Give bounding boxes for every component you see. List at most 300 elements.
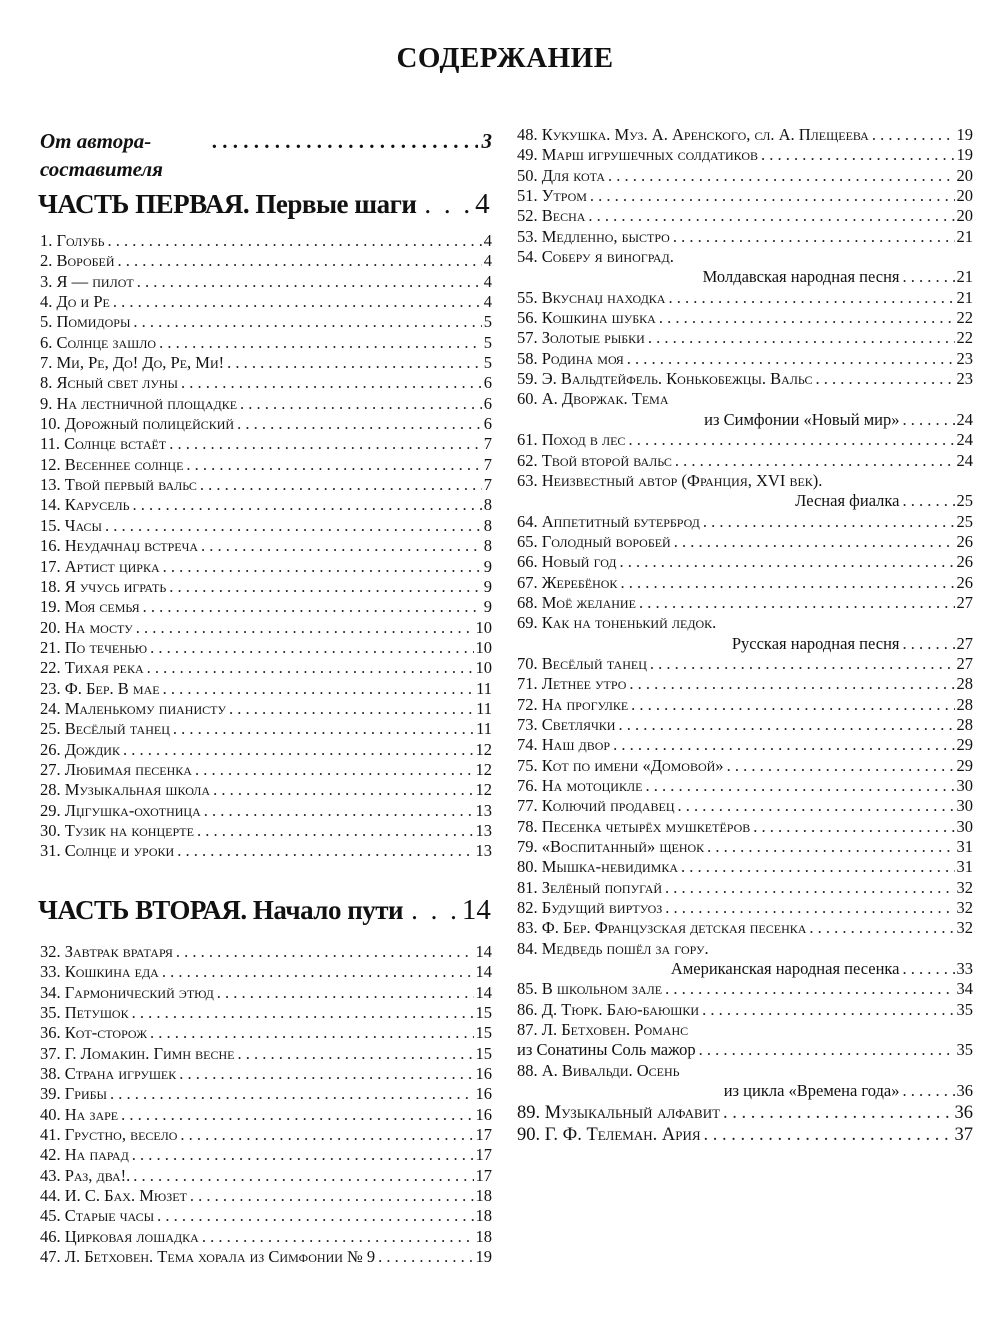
dot-leader [237, 414, 482, 434]
toc-entry[interactable] [40, 942, 492, 962]
page-number: 4 [483, 292, 492, 312]
dot-leader [645, 776, 954, 796]
toc-entry[interactable] [40, 1247, 492, 1267]
dot-leader [665, 878, 954, 898]
entry-title [40, 719, 170, 739]
entry-text: Г. Ф. Телеман. Ария [544, 1124, 701, 1145]
entry-title [517, 125, 869, 145]
toc-entry[interactable] [517, 715, 973, 735]
page-number: 5 [483, 332, 492, 352]
dot-leader [169, 434, 482, 454]
toc-entry[interactable] [517, 593, 973, 613]
entry-number: 11. [40, 434, 65, 454]
toc-entry[interactable] [517, 389, 973, 409]
toc-entry[interactable] [517, 1102, 973, 1124]
toc-entry[interactable] [40, 658, 492, 678]
entry-text: Я — пилот [56, 271, 134, 291]
entry-text: Голодный воробей [541, 531, 671, 551]
toc-entry[interactable] [517, 573, 973, 593]
toc-entry[interactable] [517, 328, 973, 348]
dot-leader [678, 796, 955, 816]
page-number: 11 [476, 719, 492, 739]
toc-entry-continuation[interactable] [517, 410, 973, 430]
page-number: 11 [476, 678, 492, 698]
toc-entry[interactable] [517, 186, 973, 206]
entry-text: Неизвестный автор (Франция, XVI век). [541, 470, 823, 490]
page-number: 21 [956, 287, 973, 307]
entry-title [40, 699, 226, 719]
entry-text: Грибы [64, 1084, 107, 1104]
entry-text: Родина моя [541, 348, 624, 368]
entry-text: Кукушка. Муз. А. Аренского, сл. А. Плещеева [541, 125, 869, 144]
toc-entry-intro[interactable] [40, 127, 492, 181]
entry-title [517, 1102, 720, 1124]
toc-entry[interactable] [517, 166, 973, 186]
page-number: 6 [483, 373, 492, 393]
toc-entry[interactable] [517, 979, 973, 999]
dot-leader [761, 145, 954, 165]
toc-entry[interactable] [517, 430, 973, 450]
entry-title [40, 312, 130, 332]
page-number: 26 [956, 531, 973, 551]
entry-number: 56. [517, 308, 542, 328]
entry-number: 24. [40, 698, 65, 718]
toc-entry[interactable] [517, 349, 973, 369]
toc-entry[interactable] [40, 557, 492, 577]
part-heading-1[interactable] [38, 187, 492, 221]
toc-entry[interactable] [40, 638, 492, 658]
dot-leader [169, 577, 481, 597]
dot-leader [703, 512, 955, 532]
toc-entry[interactable] [40, 1084, 492, 1104]
toc-entry[interactable] [517, 776, 973, 796]
toc-entry[interactable] [517, 817, 973, 837]
toc-list-right-column [517, 125, 973, 1146]
entry-title [40, 1064, 176, 1084]
toc-entry[interactable] [40, 1227, 492, 1247]
toc-entry[interactable] [517, 145, 973, 165]
entry-title [517, 674, 626, 694]
dot-leader [179, 1064, 473, 1084]
dot-leader [133, 495, 482, 515]
toc-entry[interactable] [517, 552, 973, 572]
entry-number: 30. [40, 820, 65, 840]
entry-text: Весёлый танец [64, 719, 170, 739]
entry-text: из Сонатины Соль мажор [517, 1040, 696, 1060]
dot-leader [665, 979, 954, 999]
entry-title [40, 1145, 129, 1165]
toc-entry[interactable] [517, 939, 973, 959]
toc-entry[interactable] [40, 780, 492, 800]
toc-entry[interactable] [40, 292, 492, 312]
page-number: 22 [956, 308, 973, 328]
toc-entry[interactable] [40, 577, 492, 597]
dot-leader [213, 780, 473, 800]
entry-title [40, 353, 224, 373]
page-number: 9 [483, 597, 492, 617]
toc-entry[interactable] [517, 1020, 973, 1040]
entry-number: 29. [40, 800, 65, 820]
dot-leader [378, 1247, 473, 1267]
toc-entry[interactable] [40, 475, 492, 495]
entry-text: Э. Вальдтейфель. Конькобежцы. Вальс [541, 369, 813, 389]
entry-number: 69. [517, 613, 542, 633]
entry-text: Грустно, весело [64, 1125, 178, 1145]
entry-number: 27. [40, 759, 65, 779]
entry-text: Цирковая лошадка [64, 1226, 199, 1246]
toc-entry[interactable] [40, 679, 492, 699]
toc-entry-continuation[interactable] [517, 1081, 973, 1101]
entry-title [517, 227, 670, 247]
entry-number: 2. [40, 251, 57, 271]
entry-number: 47. [40, 1247, 65, 1267]
toc-entry[interactable] [40, 312, 492, 332]
dot-leader [650, 654, 955, 674]
entry-number: 61. [517, 430, 542, 450]
entry-number: 21. [40, 637, 65, 657]
dot-leader [903, 1081, 955, 1101]
entry-number: 20. [40, 617, 65, 637]
dot-leader [619, 552, 954, 572]
entry-text: Ф. Бер. В мае [64, 678, 160, 698]
entry-number: 7. [40, 353, 57, 373]
entry-number: 53. [517, 226, 542, 246]
toc-entry[interactable] [40, 1023, 492, 1043]
toc-entry[interactable] [517, 308, 973, 328]
entry-text: Зелёный попугай [541, 877, 663, 897]
entry-text: Соберу я виноград. [541, 247, 674, 267]
toc-entry[interactable] [517, 796, 973, 816]
toc-entry[interactable] [517, 247, 973, 267]
toc-entry[interactable] [517, 837, 973, 857]
toc-entry-continuation[interactable] [517, 634, 973, 654]
entry-text: Колючий продавец [541, 796, 675, 816]
dot-leader [200, 475, 482, 495]
toc-entry[interactable] [40, 536, 492, 556]
toc-entry[interactable] [40, 962, 492, 982]
toc-entry[interactable] [40, 1064, 492, 1084]
toc-entry[interactable] [40, 414, 492, 434]
entry-text: Весёлый танец [541, 653, 647, 673]
entry-text: Ми, Ре, До! До, Ре, Ми! [56, 353, 225, 373]
entry-title [517, 796, 675, 816]
dot-leader [903, 634, 955, 654]
entry-text: Страна игрушек [64, 1064, 177, 1084]
toc-entry[interactable] [40, 1145, 492, 1165]
entry-text: Наш двор [541, 735, 611, 755]
toc-entry[interactable] [40, 1166, 492, 1186]
entry-title [40, 597, 140, 617]
dot-leader [132, 1003, 474, 1023]
entry-title [517, 878, 662, 898]
entry-title [517, 837, 704, 857]
toc-list-part-2 [40, 942, 492, 1268]
entry-title [40, 231, 105, 251]
entry-text: Лџгушка-охотница [64, 800, 201, 820]
dot-leader: . . . [424, 189, 474, 219]
entry-text: На лестничной площадке [56, 393, 238, 413]
entry-title [40, 740, 120, 760]
dot-leader [674, 532, 955, 552]
toc-entry[interactable] [40, 333, 492, 353]
entry-text: Дорожный полицейский [64, 414, 235, 434]
page-number: 34 [956, 979, 973, 999]
entry-number: 81. [517, 877, 542, 897]
dot-leader [227, 353, 482, 373]
entry-number: 82. [517, 898, 542, 918]
toc-entry[interactable] [40, 1044, 492, 1064]
dot-leader [157, 1206, 473, 1226]
toc-entry[interactable] [40, 516, 492, 536]
toc-entry[interactable] [517, 898, 973, 918]
entry-number: 34. [40, 982, 65, 1002]
entry-title [517, 308, 656, 328]
toc-entry[interactable] [40, 841, 492, 861]
entry-text: Летнее утро [541, 674, 627, 694]
entry-number: 3. [40, 271, 57, 291]
toc-entry[interactable] [517, 674, 973, 694]
toc-entry[interactable] [517, 369, 973, 389]
entry-number: 25. [40, 719, 65, 739]
entry-text: Весеннее солнце [64, 454, 184, 474]
entry-number: 35. [40, 1003, 65, 1023]
page-number: 5 [483, 312, 492, 332]
entry-text: «Воспитанный» щенок [541, 837, 705, 857]
toc-entry[interactable] [40, 1003, 492, 1023]
toc-entry[interactable] [40, 821, 492, 841]
entry-text: По теченью [64, 637, 148, 657]
entry-title [40, 618, 133, 638]
entry-number: 32. [40, 942, 65, 961]
entry-number: 72. [517, 694, 542, 714]
toc-entry[interactable] [40, 618, 492, 638]
entry-text: Для кота [541, 165, 606, 185]
entry-title [40, 983, 214, 1003]
page-number: 12 [475, 780, 492, 800]
dot-leader [181, 373, 482, 393]
dot-leader [872, 125, 955, 145]
toc-entry[interactable] [517, 471, 973, 491]
toc-entry[interactable] [40, 1186, 492, 1206]
page-number: 23 [956, 348, 973, 368]
part-title: ЧАСТЬ ПЕРВАЯ. Первые шаги [38, 189, 417, 219]
dot-leader [202, 1227, 474, 1247]
entry-text: На мосту [64, 617, 133, 637]
entry-title [40, 434, 166, 454]
entry-number: 52. [517, 206, 542, 226]
entry-number: 73. [517, 714, 542, 734]
toc-entry[interactable] [517, 1124, 973, 1146]
page-number: 30 [956, 816, 973, 836]
entry-text: Д. Тюрк. Баю-баюшки [541, 999, 700, 1019]
entry-title [40, 1186, 187, 1206]
dot-leader [727, 756, 955, 776]
toc-entry[interactable] [40, 434, 492, 454]
entry-number: 39. [40, 1084, 65, 1104]
dot-leader [162, 962, 474, 982]
dot-leader [702, 1000, 954, 1020]
page-number: 21 [956, 267, 973, 287]
entry-text: Тихая река [64, 658, 144, 678]
entry-title [40, 414, 234, 434]
toc-entry[interactable] [40, 231, 492, 251]
entry-number: 48. [517, 125, 542, 144]
entry-text: Солнце встаёт [64, 434, 167, 454]
toc-entry[interactable] [40, 760, 492, 780]
entry-number: 6. [40, 332, 57, 352]
entry-title [517, 979, 662, 999]
entry-text: Дождик [64, 739, 120, 759]
entry-number: 26. [40, 739, 65, 759]
toc-entry[interactable] [517, 125, 973, 145]
toc-entry[interactable] [517, 206, 973, 226]
entry-text: Мышка-невидимка [541, 857, 679, 877]
entry-text: Раз, два!. [64, 1165, 131, 1185]
toc-entry-continuation[interactable] [517, 267, 973, 287]
dot-leader [816, 369, 955, 389]
toc-entry[interactable] [40, 394, 492, 414]
entry-title [40, 272, 134, 292]
entry-text: Медленно, быстро [541, 226, 670, 246]
entry-title [40, 638, 147, 658]
dot-leader [176, 942, 474, 962]
dot-leader [753, 817, 954, 837]
toc-entry[interactable] [517, 288, 973, 308]
entry-title [40, 658, 144, 678]
toc-entry[interactable] [40, 373, 492, 393]
toc-entry[interactable] [517, 451, 973, 471]
dot-leader [707, 837, 954, 857]
entry-number: 4. [40, 292, 57, 312]
toc-entry-continuation[interactable] [517, 1040, 973, 1060]
toc-entry[interactable] [517, 1061, 973, 1081]
toc-entry[interactable] [40, 801, 492, 821]
dot-leader [201, 536, 482, 556]
dot-leader [809, 918, 954, 938]
entry-text: Жеребёнок [541, 572, 618, 592]
entry-title [517, 1040, 696, 1060]
page-number: 18 [475, 1186, 492, 1206]
entry-number: 80. [517, 857, 542, 877]
dot-leader [903, 410, 955, 430]
toc-entry[interactable] [517, 735, 973, 755]
entry-title [40, 962, 159, 982]
entry-title [40, 801, 201, 821]
entry-number: 14. [40, 495, 65, 515]
toc-entry[interactable] [40, 719, 492, 739]
entry-title [40, 373, 178, 393]
toc-entry[interactable] [517, 756, 973, 776]
toc-entry[interactable] [40, 272, 492, 292]
page-number: 14 [475, 982, 492, 1002]
page-number: 15 [475, 1023, 492, 1043]
entry-text: Медведь пошёл за гору. [541, 938, 709, 958]
entry-number: 37. [40, 1043, 65, 1063]
toc-entry[interactable] [517, 857, 973, 877]
toc-entry[interactable] [517, 878, 973, 898]
page-number: 32 [956, 898, 973, 918]
page-number: 4 [475, 188, 490, 220]
toc-entry[interactable] [40, 495, 492, 515]
toc-entry[interactable] [40, 251, 492, 271]
page-number: 10 [475, 637, 492, 657]
toc-entry[interactable] [517, 613, 973, 633]
entry-number: 66. [517, 552, 542, 572]
page-number: 20 [956, 206, 973, 226]
entry-number: 87. [517, 1020, 542, 1040]
toc-entry[interactable] [40, 699, 492, 719]
toc-entry[interactable] [517, 512, 973, 532]
toc-entry[interactable] [517, 695, 973, 715]
entry-title [732, 634, 900, 654]
dot-leader [163, 557, 482, 577]
toc-entry[interactable] [40, 353, 492, 373]
entry-number: 68. [517, 592, 542, 612]
dot-leader [608, 166, 954, 186]
dot-leader [143, 597, 482, 617]
entry-title [517, 593, 636, 613]
part-title: ЧАСТЬ ВТОРАЯ. Начало пути [38, 895, 404, 925]
entry-title [40, 1166, 130, 1186]
toc-entry[interactable] [40, 597, 492, 617]
entry-title [517, 349, 624, 369]
toc-entry[interactable] [517, 1000, 973, 1020]
entry-title [40, 841, 174, 861]
toc-entry[interactable] [517, 654, 973, 674]
entry-number: 33. [40, 962, 65, 982]
entry-title [517, 552, 616, 572]
entry-text: Твой первый вальс [64, 475, 197, 495]
toc-entry-continuation[interactable] [517, 959, 973, 979]
toc-entry[interactable] [40, 1125, 492, 1145]
page-number: 31 [956, 857, 973, 877]
entry-title [517, 695, 628, 715]
entry-text: Русская народная песня [731, 633, 900, 653]
entry-text: Воробей [56, 251, 115, 271]
toc-entry[interactable] [40, 455, 492, 475]
page-number: 18 [475, 1226, 492, 1246]
part-heading-2[interactable] [38, 893, 492, 927]
toc-entry[interactable] [40, 983, 492, 1003]
toc-entry[interactable] [40, 1206, 492, 1226]
entry-number: 60. [517, 389, 542, 409]
entry-title [517, 166, 605, 186]
page-number: 25 [956, 511, 973, 531]
toc-entry[interactable] [517, 918, 973, 938]
page-number: 36 [954, 1102, 973, 1123]
entry-number: 51. [517, 186, 542, 206]
page-number: 5 [483, 353, 492, 373]
intro-label: От автора-составителя [40, 129, 163, 181]
entry-text: На прогулке [541, 694, 629, 714]
entry-text: Американская народная песенка [670, 959, 900, 979]
entry-text: Л. Бетховен. Романс [541, 1020, 689, 1040]
page-number: 17 [475, 1165, 492, 1185]
entry-text: Тузик на концерте [64, 820, 194, 840]
entry-text: Утром [541, 186, 587, 206]
dot-leader [629, 674, 954, 694]
entry-title [40, 577, 166, 597]
dot-leader [110, 1084, 474, 1104]
dot-leader [628, 430, 954, 450]
toc-entry[interactable] [517, 532, 973, 552]
toc-entry-continuation[interactable] [517, 491, 973, 511]
page-number: 7 [483, 434, 492, 454]
toc-entry[interactable] [40, 1105, 492, 1125]
toc-entry[interactable] [40, 740, 492, 760]
dot-leader [121, 1105, 473, 1125]
toc-entry[interactable] [517, 227, 973, 247]
